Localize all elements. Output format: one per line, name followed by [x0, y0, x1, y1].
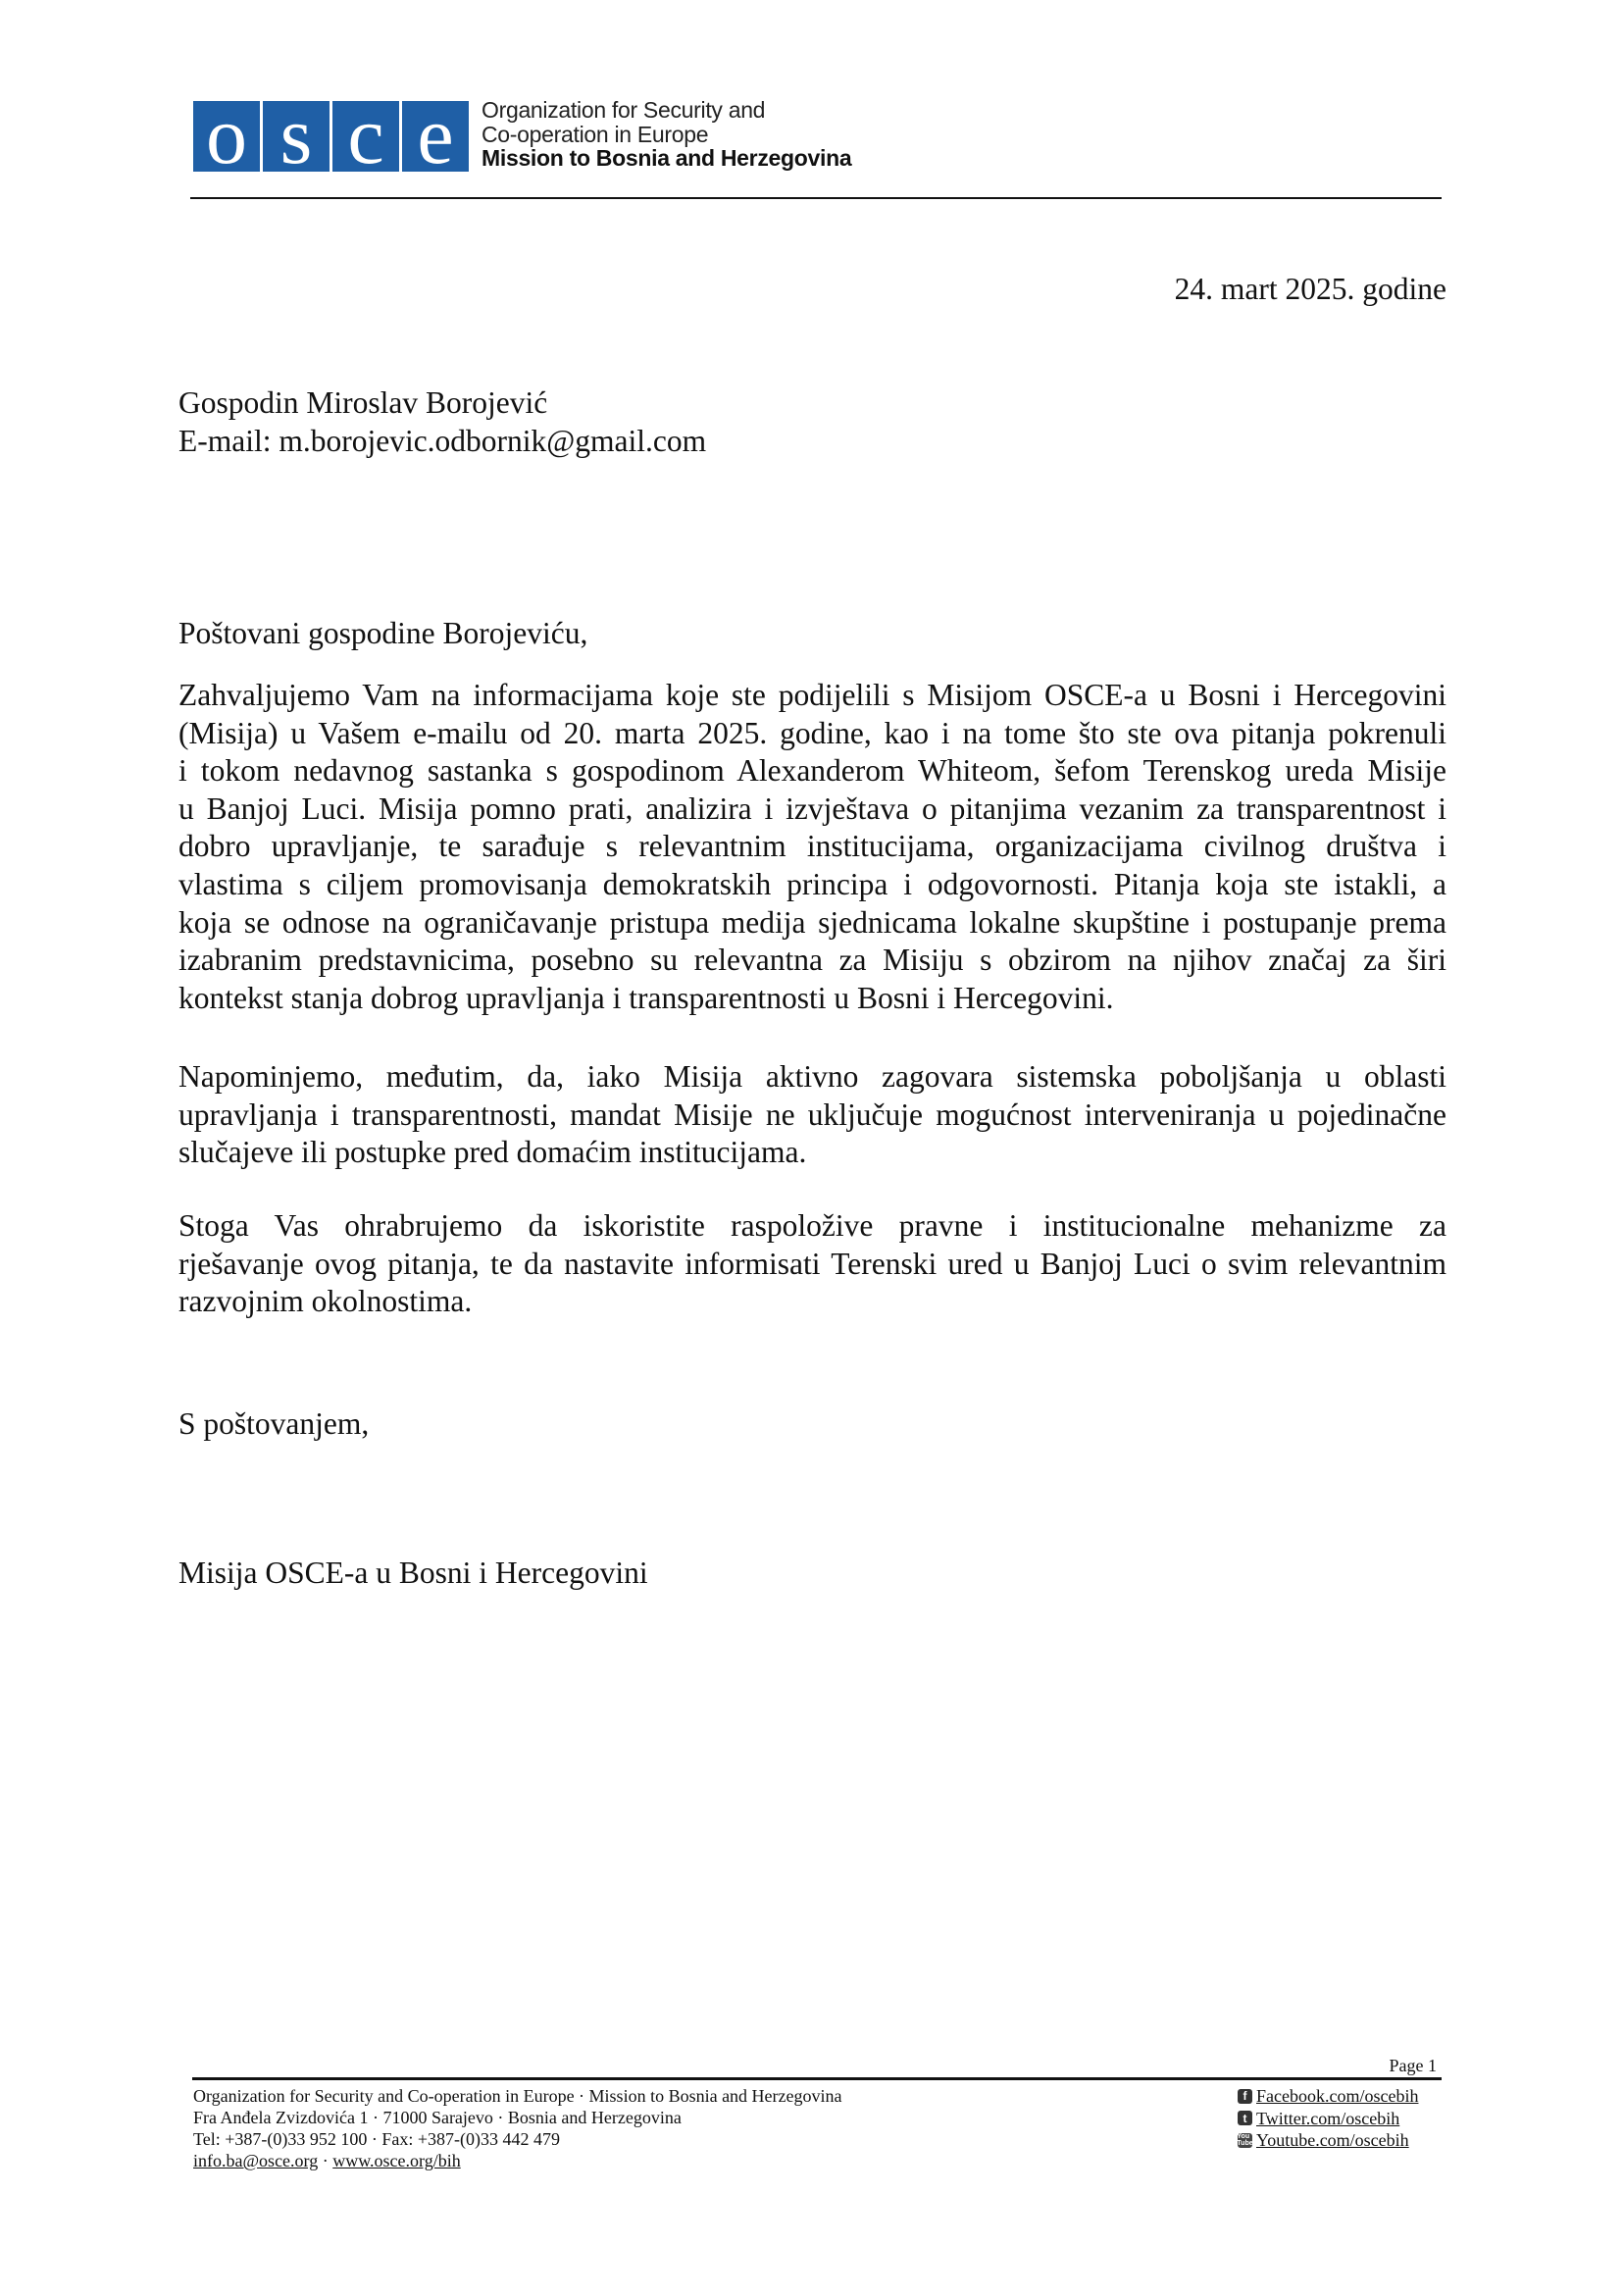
salutation: Poštovani gospodine Borojeviću,: [178, 616, 588, 650]
org-name-line2: Co-operation in Europe: [482, 121, 709, 147]
signature: Misija OSCE-a u Bosni i Hercegovini: [178, 1556, 648, 1590]
recipient-name: Gospodin Miroslav Borojević: [178, 385, 548, 420]
letter-date: 24. mart 2025. godine: [1174, 272, 1446, 306]
paragraph-line: kontekst stanja dobrog upravljanja i transparentnosti u Bosni i Hercegovini.: [178, 980, 1114, 1015]
social-links: [1238, 2085, 1418, 2152]
paragraph-line: koja se odnose na ograničavanje pristupa medija sjednicama lokalne skupštine i postupanje prema: [178, 904, 1446, 940]
youtube-link-row[interactable]: [1238, 2129, 1418, 2152]
header-divider: [190, 197, 1442, 199]
recipient-block: [178, 384, 706, 460]
org-name-line1: Organization for Security and: [482, 97, 766, 123]
paragraph-line: razvojnim okolnostima.: [178, 1284, 473, 1319]
body-paragraph-2: [178, 1058, 1446, 1172]
twitter-link[interactable]: Twitter.com/oscebih: [1256, 2108, 1400, 2128]
logo-letter-c: c: [332, 101, 399, 172]
website-link[interactable]: www.osce.org/bih: [332, 2151, 461, 2170]
logo-letter-e: e: [402, 101, 469, 172]
recipient-email: E-mail: m.borojevic.odbornik@gmail.com: [178, 423, 707, 458]
logo-letter-s: s: [263, 101, 330, 172]
paragraph-line: Napominjemo, međutim, da, iako Misija aktivno zagovara sistemska poboljšanja u oblasti: [178, 1059, 1446, 1094]
youtube-link[interactable]: Youtube.com/oscebih: [1256, 2130, 1409, 2150]
paragraph-line: Stoga Vas ohrabrujemo da iskoristite raspoložive pravne i institucionalne mehanizme za: [178, 1208, 1446, 1243]
mission-name: Mission to Bosnia and Herzegovina: [482, 145, 852, 171]
facebook-link[interactable]: Facebook.com/oscebih: [1256, 2086, 1419, 2106]
organization-name: [482, 98, 851, 171]
footer-phone-line: Tel: +387-(0)33 952 100 · Fax: +387-(0)33 442 479: [193, 2129, 560, 2149]
logo-letter-o: o: [193, 101, 260, 172]
footer-links: [193, 2150, 842, 2171]
paragraph-line: u Banjoj Luci. Misija pomno prati, analizira i izvještava o pitanjima vezanim za transparentnost i: [178, 791, 1446, 826]
twitter-icon: t: [1238, 2111, 1252, 2125]
paragraph-line: rješavanje ovog pitanja, te da nastavite informisati Terenski ured u Banjoj Luci o svim relevantnim: [178, 1246, 1446, 1281]
paragraph-line: upravljanja i transparentnosti, mandat Misije ne uključuje mogućnost interveniranja u pojedinačne: [178, 1097, 1446, 1132]
footer-divider: [192, 2077, 1442, 2080]
page-number: Page 1: [1389, 2056, 1437, 2075]
facebook-link-row[interactable]: [1238, 2085, 1418, 2108]
youtube-icon: You Tube: [1237, 2133, 1253, 2148]
paragraph-line: dobro upravljanje, te sarađuje s relevantnim institucijama, organizacijama civilnog društva i: [178, 829, 1446, 864]
footer-street-line: Fra Anđela Zvizdovića 1 · 71000 Sarajevo · Bosnia and Herzegovina: [193, 2108, 682, 2127]
paragraph-line: (Misija) u Vašem e-mailu od 20. marta 2025. godine, kao i na tome što ste ova pitanja pokrenuli: [178, 715, 1446, 750]
paragraph-line: slučajeve ili postupke pred domaćim institucijama.: [178, 1135, 807, 1170]
email-link[interactable]: info.ba@osce.org: [193, 2151, 319, 2170]
paragraph-line: Zahvaljujemo Vam na informacijama koje ste podijelili s Misijom OSCE-a u Bosni i Hercegovini: [178, 678, 1446, 712]
link-separator: ·: [318, 2151, 333, 2170]
twitter-link-row[interactable]: [1238, 2108, 1418, 2130]
body-paragraph-1: [178, 677, 1446, 1017]
osce-logo: [193, 101, 469, 172]
body-paragraph-3: [178, 1207, 1446, 1321]
facebook-icon: f: [1238, 2089, 1252, 2104]
paragraph-line: vlastima s ciljem promovisanja demokratskih principa i odgovornosti. Pitanja koja ste istakli, a: [178, 866, 1446, 901]
closing: S poštovanjem,: [178, 1406, 370, 1441]
paragraph-line: i tokom nedavnog sastanka s gospodinom Alexanderom Whiteom, šefom Terenskog ureda Misije: [178, 753, 1446, 789]
footer-org-line: Organization for Security and Co-operation in Europe · Mission to Bosnia and Herzegovina: [193, 2086, 842, 2106]
footer-address: [193, 2085, 842, 2171]
paragraph-line: izabranim predstavnicima, posebno su relevantna za Misiju s obzirom na njihov značaj za širi: [178, 943, 1446, 978]
